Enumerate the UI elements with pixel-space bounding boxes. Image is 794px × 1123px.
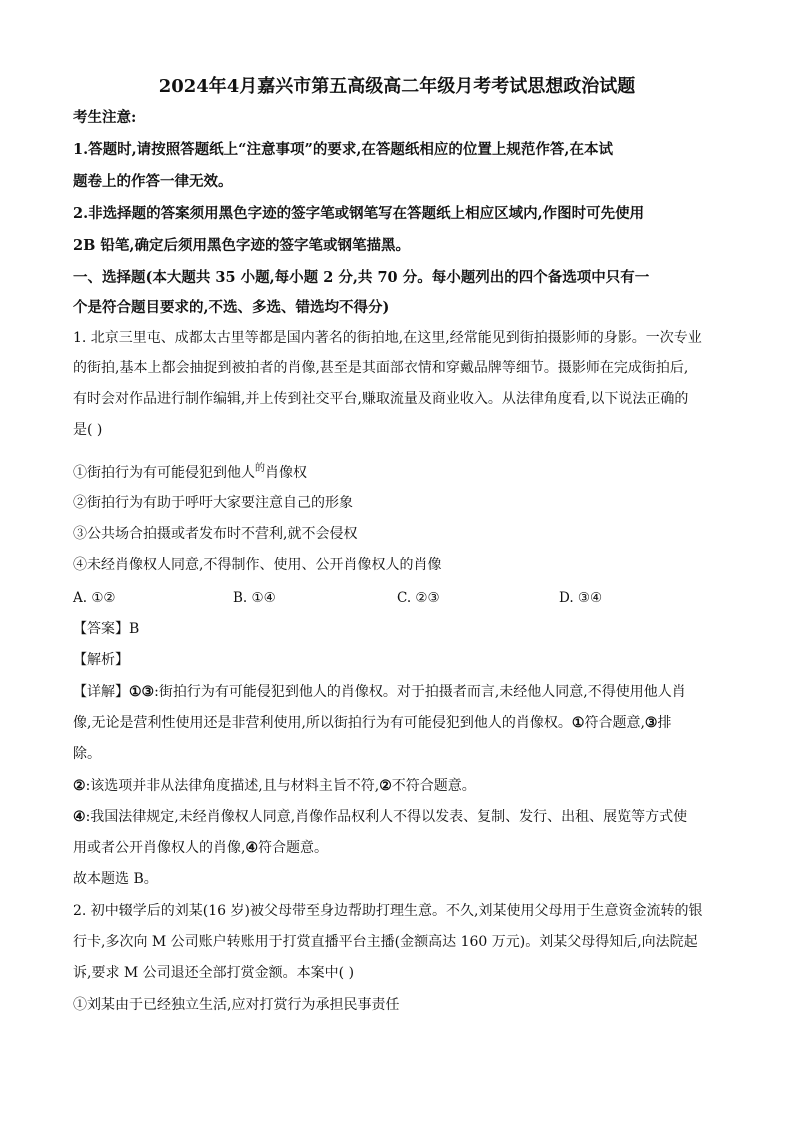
d4-text-2b: 符合题意。 [258,840,329,856]
notice-item-1-line-1: 1.答题时,请按照答题纸上“注意事项”的要求,在答题纸相应的位置上规范作答,在本试 [73,141,613,158]
q1-answer [73,619,139,639]
d2-text-b: 不符合题意。 [391,778,476,794]
notice-item-2-line-2: 2B 铅笔,确定后须用黑色字迹的签字笔或钢笔描黑。 [73,237,410,254]
d4-text-1: :我国法律规定,未经肖像权人同意,肖像作品权利人不得以发表、复制、发行、出租、展览等方式使 [85,809,688,825]
q1-analysis-tag: 【解析】 [73,652,129,668]
d4-circled-2: ④ [245,840,259,856]
detail-circled-1: ① [571,715,585,731]
q1-detail-line-1 [73,682,686,702]
q1-option-1 [73,459,307,483]
q1-detail-item-4-line-2 [73,838,328,858]
notice-item-1-line-2: 题卷上的作答一律无效。 [73,173,233,190]
q1-conclusion: 故本题选 B。 [73,871,158,887]
d4-text-2a: 用或者公开肖像权人的肖像, [73,840,246,856]
q1-choice-d: D. ③④ [559,590,603,606]
q1-detail-line-3: 除。 [73,746,101,762]
section-heading-line-1: 一、选择题(本大题共 35 小题,每小题 2 分,共 70 分。每小题列出的四个备选项中只有一 [73,269,650,286]
detail-text-2c: 排 [657,715,672,731]
d2-circled-2: ② [379,778,392,794]
detail-tag: 【详解】 [73,684,129,700]
q2-option-1: ①刘某由于已经独立生活,应对打赏行为承担民事责任 [73,997,400,1013]
detail-text-2b: 符合题意, [584,715,645,731]
notice-item-2-line-1: 2.非选择题的答案须用黑色字迹的签字笔或钢笔写在答题纸上相应区域内,作图时可先使用 [73,205,645,222]
q1-detail-item-4-line-1 [73,807,687,827]
q2-stem-line-3: 诉,要求 M 公司退还全部打赏金额。本案中( ) [73,965,355,981]
q1-stem-line-4: 是( ) [73,422,103,438]
detail-text-2: 像,无论是营利性使用还是非营利使用,所以街拍行为有可能侵犯到他人的肖像权。 [73,715,572,731]
q1-choice-b: B. ①④ [233,590,276,606]
q1-option-2: ②街拍行为有助于呼吁大家要注意自己的形象 [73,495,353,511]
q1-option-1-superscript: 的 [255,463,265,474]
q1-option-1-text-b: 肖像权 [265,465,307,481]
q2-stem-line-2: 行卡,多次向 M 公司账户转账用于打赏直播平台主播(金额高达 160 万元)。刘某父母得知后,向法院起 [73,934,698,950]
q1-choice-c: C. ②③ [397,590,440,606]
q1-option-3: ③公共场合拍摄或者发布时不营利,就不会侵权 [73,526,358,542]
detail-text-1: :街拍行为有可能侵犯到他人的肖像权。对于拍摄者而言,未经他人同意,不得使用他人肖 [154,684,686,700]
q1-stem-line-1: 1. 北京三里屯、成都太古里等都是国内著名的街拍地,在这里,经常能见到街拍摄影师的身影。一次专业 [73,330,702,346]
q1-option-4: ④未经肖像权人同意,不得制作、使用、公开肖像权人的肖像 [73,557,442,573]
q1-stem-line-2: 的街拍,基本上都会抽捉到被拍者的肖像,甚至是其面部衣情和穿戴品牌等细节。摄影师在完成街拍后, [73,360,689,376]
q1-stem-line-3: 有时会对作品进行制作编辑,并上传到社交平台,赚取流量及商业收入。从法律角度看,以下说法正确的 [73,391,689,407]
detail-circled-numbers: ①③ [129,684,155,700]
q1-detail-line-2 [73,713,671,733]
section-heading-line-2: 个是符合题目要求的,不选、多选、错选均不得分) [73,299,390,316]
q2-stem-line-1: 2. 初中辍学后的刘某(16 岁)被父母带至身边帮助打理生意。不久,刘某使用父母用于生意资金流转的银 [73,903,703,919]
d4-circled: ④ [73,809,86,825]
answer-value: B [129,621,140,637]
page-title: 2024年4月嘉兴市第五高级高二年级月考考试思想政治试题 [158,76,636,97]
d2-text-a: :该选项并非从法律角度描述,且与材料主旨不符, [85,778,380,794]
q1-detail-item-2 [73,776,476,796]
d2-circled: ② [73,778,86,794]
detail-circled-3: ③ [644,715,658,731]
q1-choice-a: A. ①② [73,590,116,606]
q1-option-1-text-a: ①街拍行为有可能侵犯到他人 [73,465,255,481]
answer-tag: 【答案】 [73,621,129,637]
notice-heading: 考生注意: [73,109,137,126]
